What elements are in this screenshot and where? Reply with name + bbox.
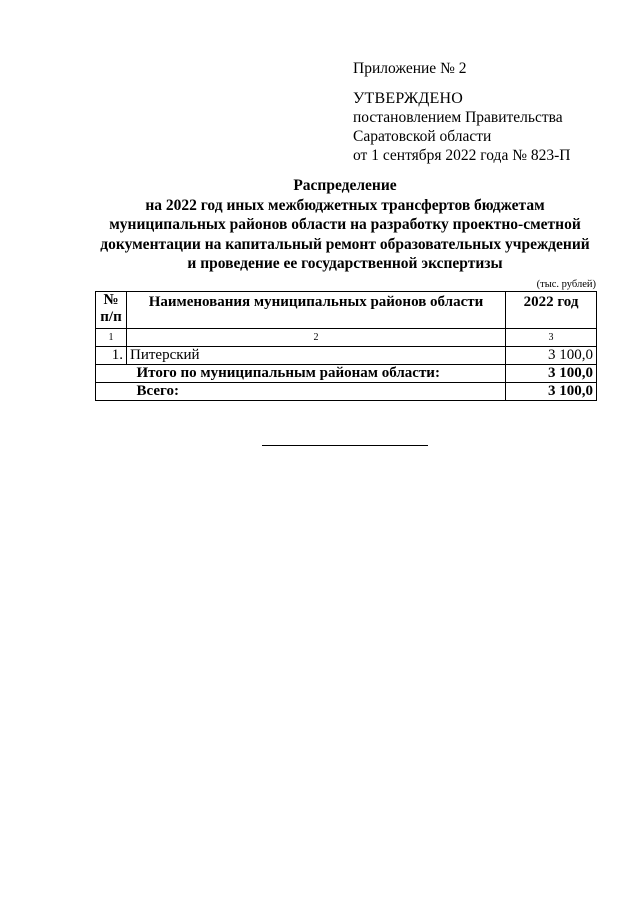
index-cell-3: 3	[506, 329, 597, 347]
subtotal-value-cell: 3 100,0	[506, 365, 597, 383]
total-value-cell: 3 100,0	[506, 383, 597, 401]
header-num-line-2: п/п	[100, 308, 122, 325]
approved-stamp-text: УТВЕРЖДЕНО	[353, 90, 464, 107]
subtotal-label-cell: Итого по муниципальным районам области:	[127, 365, 506, 383]
title-heading: Распределение	[293, 177, 397, 194]
header-year-cell: 2022 год	[506, 292, 597, 329]
closing-rule-line	[262, 445, 428, 446]
decree-line-2: Саратовской области	[353, 128, 492, 145]
total-label-cell: Всего:	[127, 383, 506, 401]
index-cell-1: 1	[96, 329, 127, 347]
subtotal-row	[96, 365, 597, 383]
title-line-2: муниципальных районов области на разработку проектно-сметной	[109, 216, 581, 233]
distribution-table	[95, 291, 597, 401]
header-num-cell	[96, 292, 127, 329]
title-line-4: и проведение ее государственной экспертизы	[187, 255, 503, 272]
table-header-row	[96, 292, 597, 329]
total-empty-cell	[96, 383, 127, 401]
header-name-cell: Наименования муниципальных районов области	[127, 292, 506, 329]
row-num-cell: 1.	[96, 347, 127, 365]
title-line-3: документации на капитальный ремонт образовательных учреждений	[100, 235, 590, 253]
table-row	[96, 347, 597, 365]
document-title	[90, 176, 600, 274]
index-cell-2: 2	[127, 329, 506, 347]
appendix-label: Приложение № 2	[353, 60, 467, 77]
units-label: (тыс. рублей)	[536, 279, 596, 290]
decree-line-3: от 1 сентября 2022 года № 823-П	[353, 147, 571, 164]
approval-block	[353, 59, 613, 165]
row-name-cell: Питерский	[127, 347, 506, 365]
header-num-line-1: №	[103, 292, 119, 308]
row-value-cell: 3 100,0	[506, 347, 597, 365]
total-row	[96, 383, 597, 401]
title-line-1: на 2022 год иных межбюджетных трансфертов бюджетам	[145, 196, 545, 214]
decree-line-1: постановлением Правительства	[353, 109, 563, 126]
subtotal-empty-cell	[96, 365, 127, 383]
table-index-row	[96, 329, 597, 347]
